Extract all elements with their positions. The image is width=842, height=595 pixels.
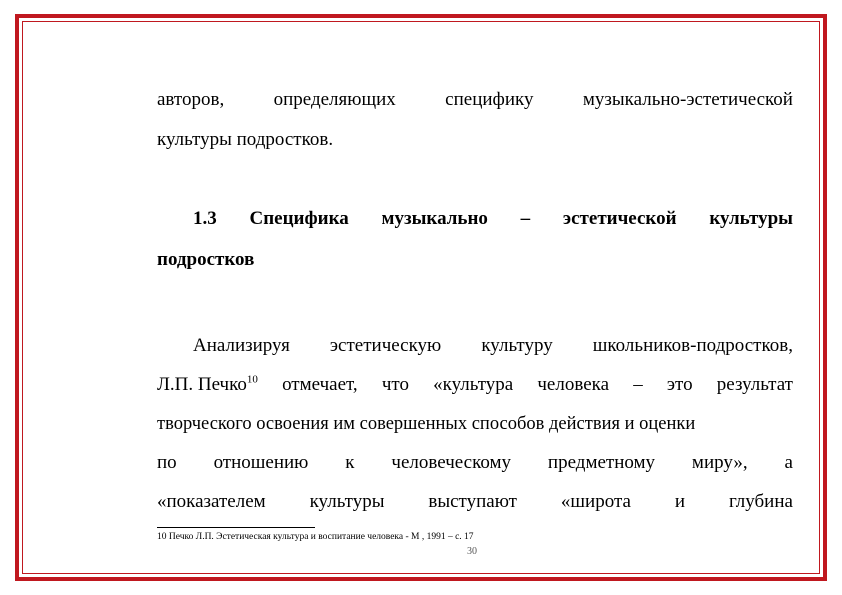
heading-word: музыкально: [381, 208, 488, 229]
word: по: [157, 452, 177, 473]
section-heading-line-1: [193, 208, 793, 230]
paragraph-line-4: [157, 452, 793, 474]
word: культуру: [481, 335, 553, 356]
word: выступают: [428, 491, 517, 512]
word: миру»,: [691, 452, 748, 473]
author-name: Л.П. Печко: [157, 374, 247, 395]
word: Анализируя: [193, 335, 290, 356]
word: глубина: [728, 491, 793, 512]
footnote-reference: 10: [246, 373, 258, 386]
word: –: [633, 374, 643, 395]
heading-word: 1.3: [193, 208, 217, 229]
heading-word: культуры: [709, 208, 793, 229]
word: отношению: [213, 452, 309, 473]
heading-word: Специфика: [249, 208, 349, 229]
word: а: [784, 452, 793, 473]
paragraph-line-1: [193, 335, 793, 357]
heading-word: эстетической: [562, 208, 677, 229]
word: человеческому: [391, 452, 512, 473]
word: отмечает,: [282, 374, 358, 395]
word: эстетическую: [329, 335, 442, 356]
word: специфику: [445, 89, 534, 110]
heading-word: –: [520, 208, 531, 229]
word: к: [345, 452, 355, 473]
word: авторов,: [157, 89, 225, 110]
word: культуры: [309, 491, 385, 512]
text-line-2: культуры подростков.: [157, 129, 334, 150]
word: школьников-подростков,: [592, 335, 793, 356]
footnote-separator: [157, 527, 315, 528]
word: предметному: [547, 452, 656, 473]
word: «культура: [433, 374, 514, 395]
word: «показателем: [157, 491, 266, 512]
paragraph-line-2: [157, 374, 793, 396]
word: что: [381, 374, 409, 395]
word: и: [674, 491, 686, 512]
page-number: 30: [467, 546, 477, 557]
word: «широта: [560, 491, 631, 512]
word: это: [666, 374, 693, 395]
footnote-text: 10 Печко Л.П. Эстетическая культура и воспитание человека - М , 1991 – с. 17: [157, 532, 474, 542]
word: определяющих: [273, 89, 396, 110]
word: результат: [716, 374, 793, 395]
text-line-1: [157, 89, 793, 111]
word: музыкально-эстетической: [582, 89, 793, 110]
section-heading-line-2: подростков: [157, 249, 255, 270]
author-with-footnote-ref: [157, 374, 258, 396]
paragraph-line-5: [157, 491, 793, 513]
word: человека: [537, 374, 610, 395]
paragraph-line-3: творческого освоения им совершенных способов действия и оценки: [157, 414, 696, 434]
